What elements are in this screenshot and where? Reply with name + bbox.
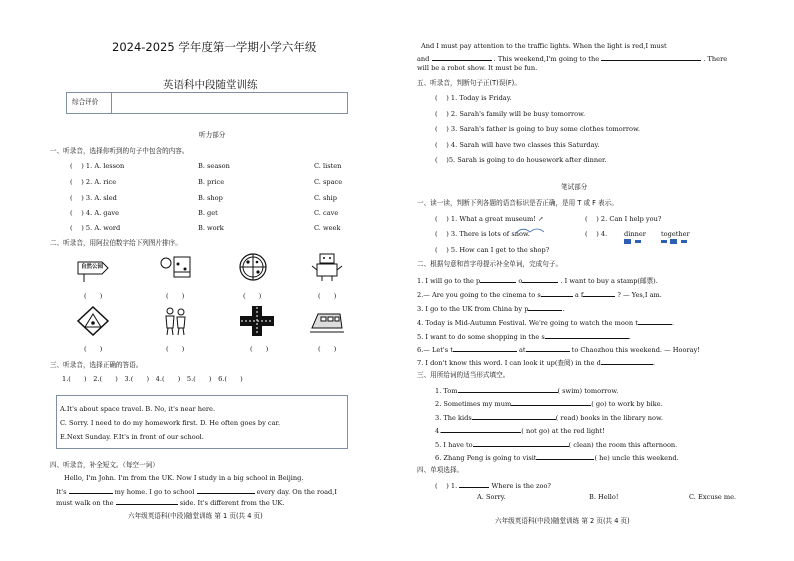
people-picture: [158, 306, 192, 334]
w2-l3-a: 3. I go to the UK from China by p: [417, 305, 529, 313]
w2-blank-4[interactable]: [583, 290, 615, 297]
w2-l6-c: to Chaozhou this weekend. — Hooray!: [571, 346, 700, 354]
w1-item-4-word-2: together: [661, 230, 690, 238]
w4-option-c: C. Excuse me.: [689, 493, 737, 501]
intonation-arc: [515, 226, 545, 234]
w2-blank-7[interactable]: [545, 332, 629, 339]
w3-line-5: [435, 440, 677, 449]
s1-row-1-a: ( ) 1. A. lesson: [70, 162, 125, 170]
s3-answer-blanks[interactable]: 1.( ) 2.( ) 3.( ) 4.( ) 5.( ) 6.( ): [62, 375, 243, 383]
w2-l1-a: 1. I will go to the p: [417, 277, 481, 285]
w2-l4-a: 4. Today is Mid-Autumn Festival. We're going to watch the moon t: [417, 319, 638, 327]
s1-row-2-c: C. space: [314, 178, 343, 186]
s1-heading: 一、听录音，选择你听到的句子中包含的内容。: [50, 147, 189, 155]
w3-line-4: [435, 426, 605, 435]
s4-cont-2-c: . There: [703, 55, 728, 63]
robot-picture: [310, 252, 344, 280]
s2-answer-3[interactable]: ( ): [243, 292, 262, 300]
w1-item-3: ( ) 3. There is lots of snow.: [435, 230, 530, 238]
s1-row-5-b: B. work: [198, 224, 224, 232]
pizza-picture: [236, 253, 270, 281]
w1-heading: 一、读一读，判断下列各题的语音标识是否正确，是用 T 或 F 表示。: [417, 199, 618, 207]
w3-l4-b: ( not go) at the red light!: [521, 427, 605, 435]
w2-l6-b: at: [518, 346, 526, 354]
w3-blank-2[interactable]: [511, 399, 591, 406]
w2-line-5: [417, 332, 631, 341]
w3-line-1: [435, 386, 618, 395]
w3-blank-3[interactable]: [472, 413, 556, 420]
s2-answer-6[interactable]: ( ): [166, 345, 185, 353]
exam-title: 2024-2025 学年度第一学期小学六年级: [112, 40, 317, 54]
w3-l2-b: ( go) to work by bike.: [591, 400, 663, 408]
w3-l1-b: ( swim) tomorrow.: [557, 387, 619, 395]
s4-blank-2[interactable]: [197, 487, 255, 494]
w2-line-4: [417, 318, 674, 327]
s5-item-5: ( )5. Sarah is going to do housework after dinner.: [435, 156, 607, 164]
w1-item-1: ( ) 1. What a great museum! ↗: [435, 215, 544, 223]
s2-heading: 二、听录音，用阿拉伯数字给下列图片排序。: [50, 239, 182, 247]
w3-l3-a: 3. The kids: [435, 414, 472, 422]
w4-q1-num: ( ) 1.: [435, 482, 458, 490]
s2-answer-7[interactable]: ( ): [250, 345, 269, 353]
s4-line-2-b: my home. I go to school: [114, 488, 195, 496]
s4-line-2-a: It's: [56, 488, 67, 496]
s4-cont-2-b: . This weekend,I'm going to the: [493, 55, 600, 63]
s4-blank-1[interactable]: [69, 487, 113, 494]
w2-l7-a: 7. I don't know this word. I can look it up(查阅) in the d: [417, 359, 601, 367]
w2-l7-b: .: [652, 359, 655, 367]
w2-heading: 二、根据句意和首字母提示补全单词，完成句子。: [417, 260, 563, 268]
w2-blank-9[interactable]: [526, 345, 570, 352]
s4-line-3-a: must walk on the: [56, 499, 114, 507]
s3-heading: 三、听录音，选择正确的答语。: [50, 361, 143, 369]
score-label: 综合评价: [72, 98, 99, 106]
s4-cont-line-3: will be a robot show. It must be fun.: [417, 64, 538, 72]
w4-option-a: A. Sorry.: [477, 493, 506, 501]
train-picture: [310, 306, 344, 334]
w2-blank-6[interactable]: [638, 318, 672, 325]
s2-answer-1[interactable]: ( ): [84, 292, 103, 300]
w2-l2-a: 2.— Are you going to the cinema to s: [417, 291, 541, 299]
s5-item-2: ( ) 2. Sarah's family will be busy tomorrow.: [435, 110, 586, 118]
w3-l6-b: ( he) uncle this weekend.: [594, 454, 679, 462]
w2-l3-b: .: [562, 305, 565, 313]
w2-l5-a: 5. I want to do some shopping in the s: [417, 333, 545, 341]
w2-blank-8[interactable]: [453, 345, 517, 352]
footer-right: 六年级英语科(中段)随堂训练 第 2 页(共 4 页): [495, 517, 630, 525]
s3-option-line-3: E.Next Sunday. F.It's in front of our school.: [60, 433, 204, 441]
s5-heading: 五、听录音，判断句子正(T)误(F)。: [417, 79, 521, 87]
s2-answer-5[interactable]: ( ): [84, 345, 103, 353]
s1-row-3-c: C. ship: [314, 194, 337, 202]
s4-blank-4[interactable]: [432, 54, 492, 61]
s4-blank-3[interactable]: [116, 498, 178, 505]
w4-option-b: B. Hello!: [589, 493, 619, 501]
w3-blank-5[interactable]: [473, 440, 569, 447]
s4-line-1: Hello, I'm John. I'm from the UK. Now I study in a big school in Beijing.: [64, 474, 304, 482]
s1-row-1-c: C. listen: [314, 162, 342, 170]
w3-heading: 三、用所给词的适当形式填空。: [417, 371, 510, 379]
s1-row-5-a: ( ) 5. A. word: [70, 224, 121, 232]
w3-l4-a: 4.: [435, 427, 442, 435]
w3-l5-b: ( clean) the room this afternoon.: [568, 441, 678, 449]
w1-item-5: ( ) 5. How can I get to the shop?: [435, 246, 550, 254]
s1-row-2-b: B. price: [198, 178, 225, 186]
space-picture: [158, 254, 192, 282]
w2-l2-c: ? — Yes,I am.: [617, 291, 662, 299]
w2-l2-b: a f: [574, 291, 584, 299]
w2-blank-1[interactable]: [480, 276, 516, 283]
stress-mark-2: [635, 240, 641, 243]
w2-line-6: [417, 345, 700, 354]
footer-left: 六年级英语科(中段)随堂训练 第 1 页(共 4 页): [128, 512, 263, 520]
w1-item-4-word-1: dinner: [624, 230, 646, 238]
w4-q1-text: Where is the zoo?: [491, 482, 551, 490]
w4-q1-blank[interactable]: [459, 481, 489, 488]
score-box: [66, 92, 348, 114]
w2-line-1: [417, 276, 658, 285]
w2-blank-3[interactable]: [541, 290, 573, 297]
s1-row-4-a: ( ) 4. A. gave: [70, 209, 120, 217]
w2-line-7: [417, 358, 655, 367]
w2-l6-a: 6.— Let's t: [417, 346, 453, 354]
s4-line-3-b: side. It's different from the UK.: [179, 499, 285, 507]
s2-answer-8[interactable]: ( ): [318, 345, 337, 353]
w1-item-4-num: ( ) 4.: [585, 230, 608, 238]
w3-l2-a: 2. Sometimes my mum: [435, 400, 512, 408]
s1-row-2-a: ( ) 2. A. rice: [70, 178, 117, 186]
s4-blank-5[interactable]: [601, 54, 701, 61]
w3-blank-6[interactable]: [536, 453, 594, 460]
s2-answer-2[interactable]: ( ): [166, 292, 185, 300]
written-header: 笔试部分: [561, 183, 588, 191]
s2-answer-4[interactable]: ( ): [318, 292, 337, 300]
w3-l6-a: 6. Zhang Peng is going to visit: [435, 454, 537, 462]
w2-blank-5[interactable]: [528, 304, 565, 313]
crossroads-picture: [240, 306, 274, 334]
w3-l5-a: 5. I have to: [435, 441, 473, 449]
w3-l3-b: ( read) books in the library now.: [555, 414, 663, 422]
s4-line-2: [56, 487, 337, 496]
s1-row-1-b: B. season: [198, 162, 230, 170]
s5-item-4: ( ) 4. Sarah will have two classes this Saturday.: [435, 141, 600, 149]
listening-header: 听力部分: [199, 131, 226, 139]
s4-cont-2-a: and: [417, 55, 430, 63]
s1-row-5-c: C. week: [314, 224, 341, 232]
page-right: [397, 0, 794, 561]
w2-line-3: [417, 304, 565, 313]
s3-option-line-1: A.It's about space travel. B. No, it's near here.: [60, 405, 216, 413]
w3-line-3: [435, 413, 663, 422]
w3-blank-1[interactable]: [458, 386, 558, 393]
w4-q1: [435, 481, 551, 490]
park-sign-text: 自然公园: [81, 264, 104, 270]
s4-heading: 四、听录音，补全短文。（每空一词）: [50, 461, 159, 469]
warning-sign-picture: [76, 306, 110, 334]
s1-row-4-b: B. get: [198, 209, 218, 217]
s4-line-3: [56, 498, 284, 507]
w3-line-2: [435, 399, 663, 408]
exam-subtitle: 英语科中段随堂训练: [163, 79, 258, 91]
w3-blank-4[interactable]: [441, 426, 521, 433]
stress-mark-5: [681, 240, 687, 243]
s5-item-3: ( ) 3. Sarah's father is going to buy some clothes tomorrow.: [435, 125, 640, 133]
w2-l4-b: .: [671, 319, 674, 327]
w2-blank-2[interactable]: [522, 276, 558, 283]
w2-l1-c: . I want to buy a stamp(邮票).: [560, 277, 658, 285]
stress-mark-3: [661, 240, 667, 243]
w2-line-2: [417, 290, 662, 299]
s4-line-2-c: every day. On the road,I: [256, 488, 337, 496]
w2-blank-10[interactable]: [601, 358, 653, 365]
s1-row-3-a: ( ) 3. A. sled: [70, 194, 117, 202]
w2-l1-b: o: [518, 277, 523, 285]
stress-mark-4: [670, 239, 677, 244]
s4-cont-line-1: And I must pay attention to the traffic lights. When the light is red,I must: [421, 42, 667, 50]
stress-mark-1: [624, 239, 631, 244]
w1-item-2: ( ) 2. Can I help you?: [585, 215, 662, 223]
s1-row-4-c: C. cave: [314, 209, 339, 217]
w3-line-6: [435, 453, 679, 462]
s3-option-line-2: C. Sorry. I need to do my homework first. D. He often goes by car.: [60, 419, 281, 427]
w4-heading: 四、单项选择。: [417, 466, 464, 474]
s1-row-3-b: B. shop: [198, 194, 223, 202]
s4-cont-line-2: [417, 54, 727, 63]
s5-item-1: ( ) 1. Today is Friday.: [435, 94, 512, 102]
w2-l5-b: .: [628, 333, 631, 341]
w3-l1-a: 1. Tom: [435, 387, 458, 395]
